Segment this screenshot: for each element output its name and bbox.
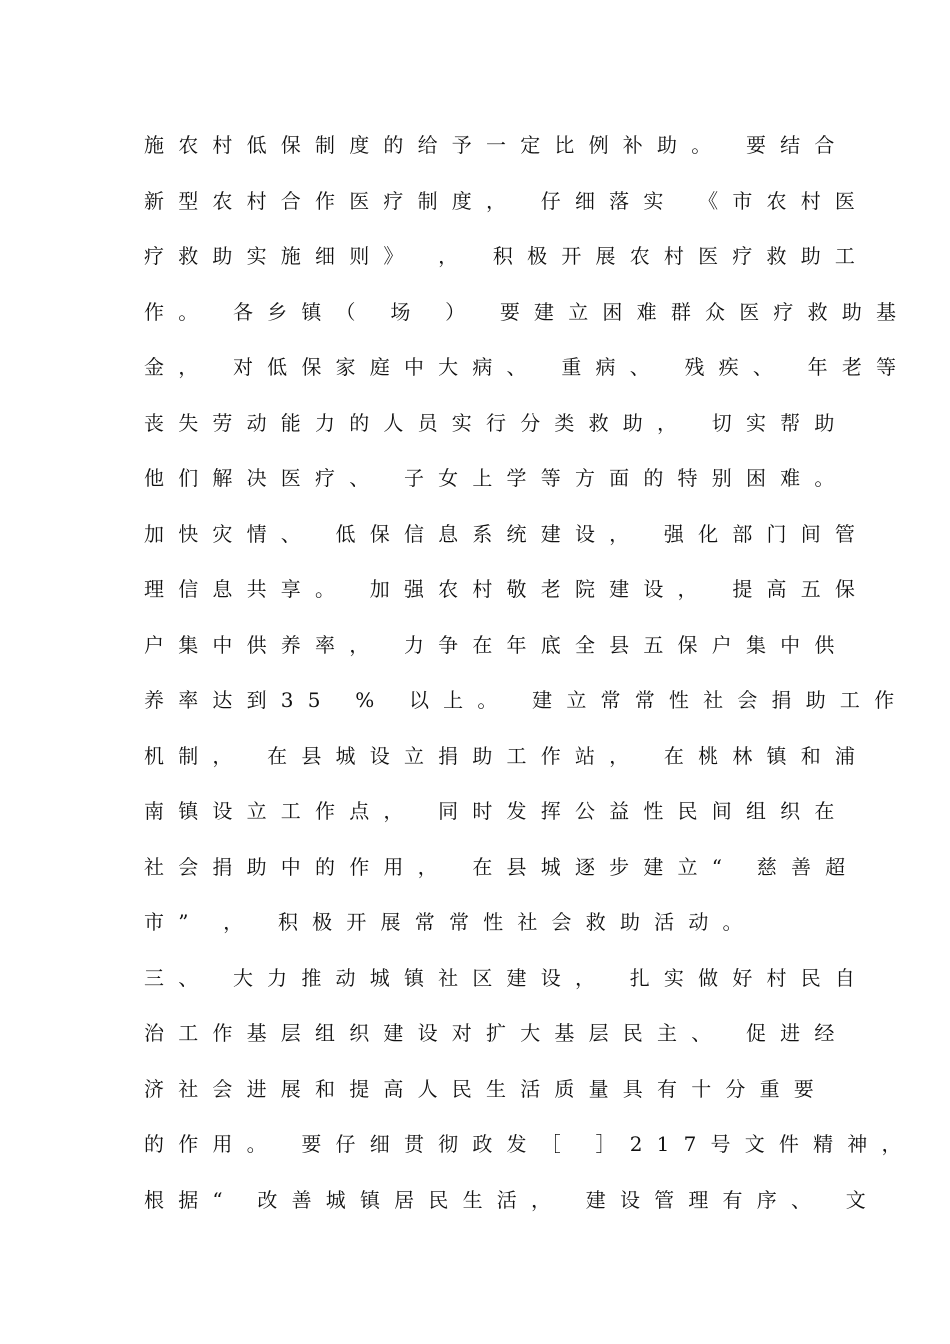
text-line: 户集中供养率， 力争在年底全县五保户集中供 [144, 632, 849, 657]
text-line: 济社会进展和提高人民生活质量具有十分重要 [144, 1076, 828, 1101]
text-line: 机制， 在县城设立捐助工作站， 在桃林镇和浦 [144, 743, 870, 768]
text-line: 施农村低保制度的给予一定比例补助。 要结合 [144, 133, 849, 157]
text-line: 加快灾情、 低保信息系统建设， 强化部门间管 [144, 521, 870, 546]
text-line: 养率达到35 % 以上。 建立常常性社会捐助工作 [144, 688, 909, 712]
text-line: 新型农村合作医疗制度， 仔细落实 《市农村医 [144, 188, 870, 213]
text-line: 作。 各乡镇（ 场 ） 要建立困难群众医疗救助基 [144, 299, 911, 324]
text-line: 他们解决医疗、 子女上学等方面的特别困难。 [144, 466, 849, 490]
text-line: 治工作基层组织建设对扩大基层民主、 促进经 [144, 1021, 849, 1045]
document-body [144, 124, 916, 1234]
text-line: 金， 对低保家庭中大病、 重病、 残疾、 年老等 [144, 355, 911, 379]
text-line: 理信息共享。 加强农村敬老院建设， 提高五保 [144, 577, 870, 601]
text-line: 南镇设立工作点， 同时发挥公益性民间组织在 [144, 799, 849, 823]
text-line: 疗救助实施细则》 ， 积极开展农村医疗救助工 [144, 244, 870, 268]
section-heading-line: 三、 大力推动城镇社区建设， 扎实做好村民自 [144, 965, 870, 990]
text-line: 社会捐助中的作用， 在县城逐步建立“ 慈善超 [144, 854, 860, 879]
text-line: 根据“ 改善城镇居民生活， 建设管理有序、 文 [144, 1187, 880, 1212]
text-line: 丧失劳动能力的人员实行分类救助， 切实帮助 [144, 410, 849, 435]
text-line: 市” ， 积极开展常常性社会救助活动。 [144, 910, 757, 934]
text-line: 的作用。 要仔细贯彻政发［ ］217号文件精神， [144, 1132, 916, 1156]
